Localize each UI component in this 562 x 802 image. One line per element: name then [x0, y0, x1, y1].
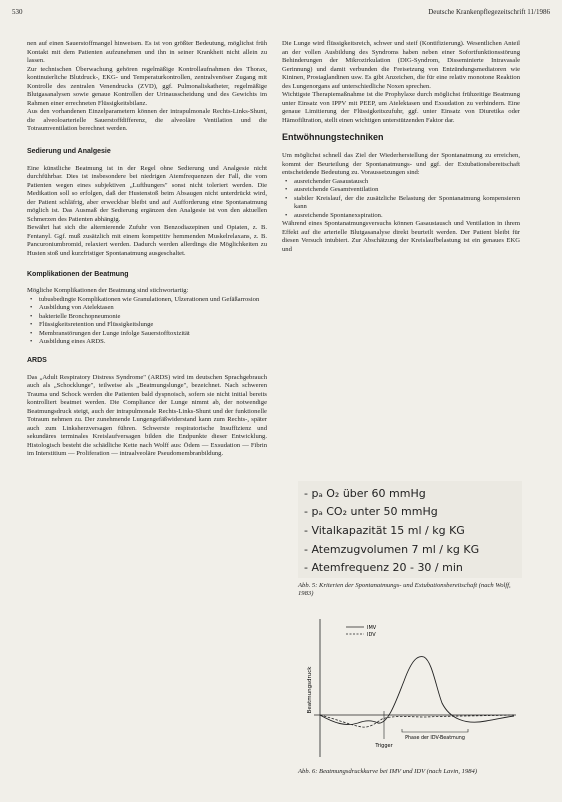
idv-phase-bracket: [402, 729, 468, 732]
figure-5-caption: Abb. 5: Kriterien der Spontanatmungs- und Extubationsbereitschaft (nach Wolff, 1983): [298, 582, 511, 597]
criterion-line: - pₐ CO₂ unter 50 mmHg: [304, 505, 438, 518]
paragraph: nen auf einen Sauerstoffmangel hinweisen. Es ist von größter Bedeutung, möglichst früh Kontakt mit dem Patienten aufzunehmen und ihn in seiner Krankheit nicht allein zu lassen.: [27, 40, 267, 65]
criterion-line: - Vitalkapazität 15 ml / kg KG: [304, 524, 465, 537]
legend-label: IDV: [367, 632, 376, 638]
list-item: • Ausbildung eines ARDS.: [39, 338, 267, 347]
list-item: • Flüssigkeitsretention und Flüssigkeitslunge: [39, 321, 267, 330]
section-heading: Entwöhnungstechniken: [282, 132, 384, 143]
paragraph: Das „Adult Respiratory Distress Syndrome" (ARDS) wird im deutschen Sprachgebrauch auch als „Schocklunge", teilweise als „Beatmungslunge", bezeichnet. Nach schweren Trauma und Schock werden die Patienten bald dyspnoisch, sofern sie nicht initial bereits kontrolliert beatmet werden. Die Compliance der Lunge nimmt ab, der notwendige Beatmungsdruck steigt, auch der intrapulmonale Rechts-Links-Shunt und der funktionelle Totraum nehmen zu. Der zunehmende Lungengefäßwiderstand kann zum Rechts-, später auch zum Linksherzversagen führen. Schwerste respiratorische Insuffizienz und sekundäres terminales Kreislaufversagen bilden die Endpunkte dieser Entwicklung. Histologisch besteht die schädliche Kette nach Wolff aus: Ödem — Exsudation — Fibrin im Interstitium — Proliferation — intraalveoläre Pseudomembranbildung.: [27, 373, 267, 458]
requirement-list: [282, 178, 520, 221]
section-heading: ARDS: [27, 356, 47, 364]
paragraph: Während eines Spontanatmungsversuchs können Gasaustausch und Ventilation in ihrem Effekt auf die arterielle Blutgasanalyse direkt beurteilt werden. Der Patient bleibt für diesen Versuch intubiert. Zur Abschätzung der Kreislaufbelastung ist ein genaues EKG und: [282, 220, 520, 254]
list-item: • bakterielle Bronchopneumonie: [39, 313, 267, 322]
paragraph: Mögliche Komplikationen der Beatmung sind stichwortartig:: [27, 287, 189, 295]
paragraph: Eine künstliche Beatmung ist in der Regel ohne Sedierung und Analgesie nicht durchführbar. Dies ist insbesondere bei niedrigen Atemfrequenzen der Fall, die vom Patienten wegen eines subjektiven „Lufthungers" sonst nicht toleriert werden. Die Medikation soll so erfolgen, daß der Hustenstoß beim Absaugen nicht unterdrückt wird, der Patient schläfrig, aber erweckbar bleibt und auf Aufforderung eine Spontanatmung möglich ist. Das Ausmaß der Sedierung ergänzen den Analgesie ist von den aktuellen Schmerzen des Patienten abhängig.: [27, 164, 267, 223]
left-column: [27, 40, 267, 459]
section-heading: Komplikationen der Beatmung: [27, 270, 129, 278]
paragraph: Aus den vorhandenen Einzelparametern können der intrapulmonale Rechts-Links-Shunt, die alveoloarterielle Sauerstoffdifferenz, die alveoläre Ventilation und die Totraumventilation berechnet werden.: [27, 108, 267, 133]
paragraph: Um möglichst schnell das Ziel der Wiederherstellung der Spontanatmung zu erreichen, kommt der Beurteilung der Spontanatmungs- und ggf. der Extubationsbereitschaft entscheidende Bedeutung zu. Voraussetzungen sind:: [282, 152, 520, 177]
list-item: • ausreichende Gesamtventilation: [294, 186, 520, 195]
figure-6-caption: Abb. 6: Beatmungsdruckkurve bei IMV und IDV (nach Lavin, 1984): [298, 768, 478, 775]
paragraph: Die Lunge wird flüssigkeitsreich, schwer und steif (Kontifizierung). Wesentlichen Anteil an der vollen Ausbildung des Syndroms haben neben einer Sofortfunktionsstörung Behinderungen der Mikrozirkulation (DIG-Syndrom, Disseminierte Intravasale Gerinnung) und damit verbunden die Freisetzung von Entzündungsmediatoren wie Kininen, Prostaglandinen usw. Es gibt Anzeichen, die für eine relativ monotone Reaktion des Lungenorgans auf unterschiedliche Noxen sprechen.: [282, 40, 520, 90]
list-item: • ausreichende Spontanexspiration.: [294, 212, 520, 221]
paragraph: Bewährt hat sich die alternierende Zufuhr von Benzodiazepinen und Opiaten, z. B. Fentanyl. Ggf. muß zusätzlich mit einem kompetitiv hemmenden Muskelrelaxans, z. B. Pancuroniumbromid, relaxiert werden. Dadurch werden allerdings die Möglichkeiten zu Husten stoß und kurzfristiger Spontanatmung ausgeschaltet.: [27, 224, 267, 258]
section-heading: Sedierung und Analgesie: [27, 148, 111, 156]
y-axis-label: Beatmungsdruck: [307, 666, 313, 714]
paragraph: Wichtigste Therapiemaßnahme ist die Prophylaxe durch möglichst frühzeitige Beatmung unter Einsatz von IPPV mit PEEP, um Atelektasen und Exsudation zu verhindern. Eine genaue Limitierung der Flüssigkeitszufuhr, ggf. unter Einsatz von Diuretika oder Hämofiltration, stellt einen wichtigen unterstützenden Faktor dar.: [282, 91, 520, 124]
trigger-label: Trigger: [375, 743, 393, 749]
figure-5-criteria: [298, 481, 522, 578]
complication-list: [27, 296, 267, 347]
imv-curve: [320, 657, 514, 725]
list-item: • ausreichender Gasaustausch: [294, 178, 520, 187]
criterion-line: - Atemfrequenz 20 - 30 / min: [304, 561, 463, 574]
paragraph: Zur technischen Überwachung gehören regelmäßige Kontrollaufnahmen des Thorax, kontinuierliche Blutdruck-, EKG- und Temperaturkontrollen, zentralvenöser Zugang mit Kontrolle des zentralen Venendrucks (ZVD), ggf. Pulmonaliskatheter, regelmäßige Blutgasanalysen sowie genaue Kontrollen der Urinausscheidung und des Gewichts im Rahmen einer errechneten Flüssigkeitsbilanz.: [27, 65, 267, 107]
list-item: • Membranstörungen der Lunge infolge Sauerstofftoxizität: [39, 330, 267, 339]
criterion-line: - Atemzugvolumen 7 ml / kg KG: [304, 543, 480, 556]
list-item: • Ausbildung von Atelektasen: [39, 304, 267, 313]
criterion-line: - pₐ O₂ über 60 mmHg: [304, 487, 426, 500]
page-number: 530: [12, 8, 23, 16]
right-column: [282, 40, 520, 255]
journal-header: Deutsche Krankenpflegezeitschrift 11/1986: [428, 8, 550, 16]
bracket-label: Phase der IDV-Beatmung: [405, 736, 465, 741]
legend-label: IMV: [367, 625, 377, 631]
list-item: • tubusbedingte Komplikationen wie Granulationen, Ulzerationen und Gefäßarrosion: [39, 296, 267, 305]
list-item: • stabiler Kreislauf, der die zusätzliche Belastung der Spontanatmung kompensieren kann: [294, 195, 520, 212]
figure-6-pressure-curve: [306, 615, 521, 765]
